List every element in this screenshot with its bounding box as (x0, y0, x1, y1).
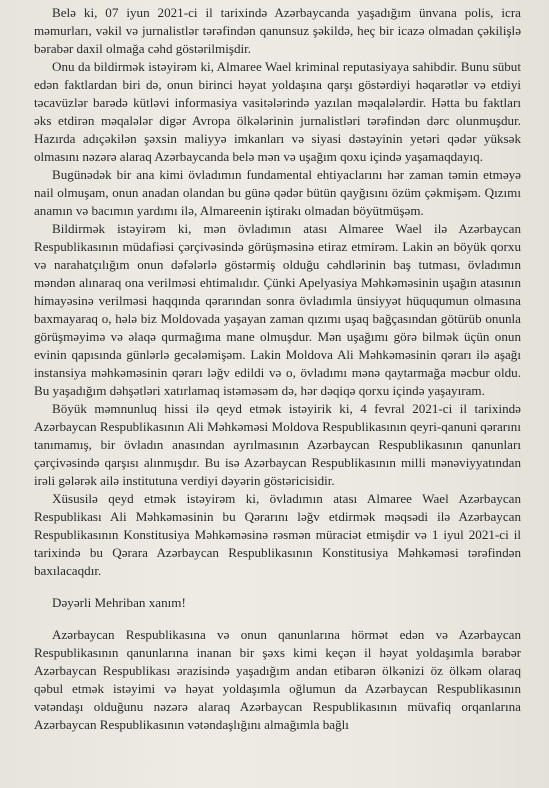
paragraph-criminal-reputation: Onu da bildirmək istəyirəm ki, Almaree Wael kriminal reputasiyaya sahibdir. Bunu sübut edən faktlardan biri də, onun birinci həyat yoldaşına qarşı göstərdiyi həqarətlər və etdiyi təcavüzlər barədə kütləvi informasiya vasitələrində yazılan məqalələrdir. Hətta bu faktları əks etdirən məqalələr digər Avropa ölkələrinin jurnalistləri tərəfindən dərc olunmuşdur. Hazırda adıçəkilən şəxsin maliyyə imkanları və siyasi dəstəyinin yetəri qədər yüksək olmasını nəzərə alaraq Azərbaycanda belə mən və uşağım qoxu içində yaşamaqdayıq. (34, 59, 521, 164)
paragraph-visitation-concerns: Bildirmək istəyirəm ki, mən övladımın atası Almaree Wael ilə Azərbaycan Respublikasının müdafiəsi çərçivəsində görüşməsinə etiraz etmirəm. Lakin ən böyük qorxu və narahatçılığım onun dəfələrlə göstərmiş olduğu cəhdlərinin baş tutması, övladımın məndən alınaraq ona verilməsi ehtimalıdır. Çünki Apelyasiya Məhkəməsinin uşağın atasının himayəsinə verilməsi haqqında qərarından sonra övladımla ünsiyyət hüququmun olmasına baxmayaraq o, hələ biz Moldovada yaşayan zaman qızımı uşaq bağçasından götürüb onunla görüşməyimə və əlaqə qurmağıma mane olmuşdur. Mən uşağımı görə bilmək üçün onun evinin qapısında günlərlə gecələmişəm. Lakin Moldova Ali Məhkəməsinin qərarı ilə aşağı instansiya məhkəməsinin qərarı ləğv edildi və o, övladımı mənə qaytarmağa məcbur oldu. Bu yaşadığım dəhşətləri xatırlamaq istəməsəm də, hər dəqiqə qorxu içində yaşayıram. (34, 221, 521, 398)
paragraph-police-entry: Belə ki, 07 iyun 2021-ci il tarixində Azərbaycanda yaşadığım ünvana polis, icra məmurları, vəkil və jurnalistlər tərəfindən qanunsuz şəkildə, heç bir icazə olmadan çəkilişlə bərabər daxil olmağa cəhd göstərilmişdir. (34, 5, 521, 56)
salutation: Dəyərli Mehriban xanım! (52, 595, 186, 610)
paragraph-mother-care: Bugünədək bir ana kimi övladımın fundamental ehtiyaclarını hər zaman təmin etməyə nail olmuşam, onun anadan olandan bu günə qədər bütün qayğısını özüm çəkmişəm. Qızımı anamın və bacımın yardımı ilə, Almareenin iştirakı olmadan böyütmüşəm. (34, 167, 521, 218)
paragraph-supreme-court-decision: Böyük məmnunluq hissi ilə qeyd etmək istəyirik ki, 4 fevral 2021-ci il tarixində Azərbaycan Respublikasının Ali Məhkəməsi Moldova Respublikasının qeyri-qanuni qərarını tanımamış, bir övladın anasından ayrılmasının Azərbaycan Respublikasının qanunları çərçivəsində qarşısı alınmışdır. Bu isə Azərbaycan Respublikasının milli mənəviyyatından irəli gələrək ailə institutuna verdiyi dəyərin göstəricisidir. (34, 401, 521, 488)
paragraph-citizenship: Azərbaycan Respublikasına və onun qanunlarına hörmət edən və Azərbaycan Respublikasının qanunlarına inanan bir şəxs kimi keçən il həyat yoldaşımla bərabər Azərbaycan Respublikası ərazisində yaşadığım andan etibarən ölkənizi öz ölkəm olaraq qəbul etmək istəyimi və həyat yoldaşımla oğlumun da Azərbaycan Respublikasının vətəndaşı olduğunu nəzərə alaraq Azərbaycan Respublikasının müvafiq orqanlarına Azərbaycan Respublikasının vətəndaşlığını almağımla bağlı (34, 627, 521, 732)
paragraph-constitutional-court-appeal: Xüsusilə qeyd etmək istəyirəm ki, övladımın atası Almaree Wael Azərbaycan Respublikası Ali Məhkəməsinin bu Qərarını ləğv etdirmək məqsədi ilə Azərbaycan Respublikasının Konstitusiya Məhkəməsinə rəsmən müraciət etmişdir və 1 iyul 2021-ci il tarixində bu Qərara Azərbaycan Respublikasının Konstitusiya Məhkəməsi tərəfindən baxılacaqdır. (34, 491, 521, 578)
